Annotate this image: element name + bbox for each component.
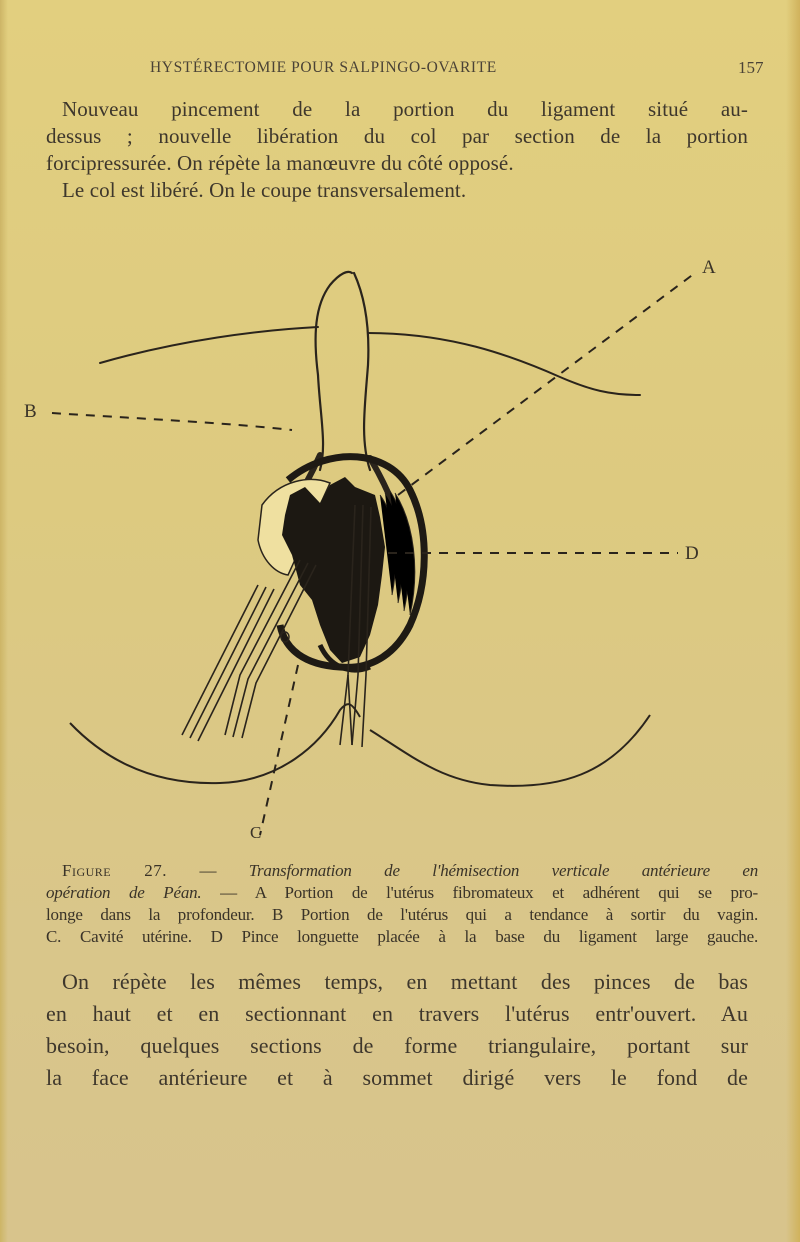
caption-legend-a: — A Portion de l'utérus fibromateux et adhérent qui se pro- <box>201 883 759 902</box>
uterus-diagram <box>30 255 770 845</box>
text-line: forcipressurée. On répète la manœuvre du côté opposé. <box>46 151 514 175</box>
text-line: en haut et en sectionnant en travers l'utérus entr'ouvert. Au <box>46 1001 748 1026</box>
caption-dash: — <box>167 861 249 880</box>
caption-title: Transformation de l'hémisection verticale antérieure en <box>248 861 759 880</box>
caption-line <box>46 860 758 882</box>
caption-line: longe dans la profondeur. B Portion de l'utérus qui a tendance à sortir du vagin. <box>46 905 758 924</box>
text-line: dessus ; nouvelle libération du col par section de la portion <box>46 124 748 148</box>
caption-title-cont: opération de Péan. <box>46 883 202 902</box>
running-head: HYSTÉRECTOMIE POUR SALPINGO-OVARITE <box>150 59 497 76</box>
figure-label-b: B <box>24 401 37 422</box>
caption-line: C. Cavité utérine. D Pince longuette placée à la base du ligament large gauche. <box>46 927 758 946</box>
paragraph-bottom <box>46 966 748 1094</box>
page-edge-shadow-right <box>786 0 800 1242</box>
text-line: Nouveau pincement de la portion du ligament situé au- <box>62 97 748 121</box>
paragraph-top <box>46 96 748 204</box>
text-line: On répète les mêmes temps, en mettant des pinces de bas <box>62 969 748 994</box>
page-number: 157 <box>738 58 764 77</box>
caption-line <box>46 882 758 904</box>
figure-label-d: D <box>685 543 699 564</box>
page-edge-shadow-left <box>0 0 8 1242</box>
text-line: besoin, quelques sections de forme triangulaire, portant sur <box>46 1033 748 1058</box>
text-line: la face antérieure et à sommet dirigé vers le fond de <box>46 1065 748 1090</box>
figure-27-illustration <box>24 255 770 845</box>
figure-caption <box>46 860 758 948</box>
figure-label-c: C <box>250 823 262 842</box>
figure-label-a: A <box>702 257 716 278</box>
figure-number: Figure 27. <box>62 861 168 880</box>
text-line: Le col est libéré. On le coupe transversalement. <box>62 178 467 202</box>
